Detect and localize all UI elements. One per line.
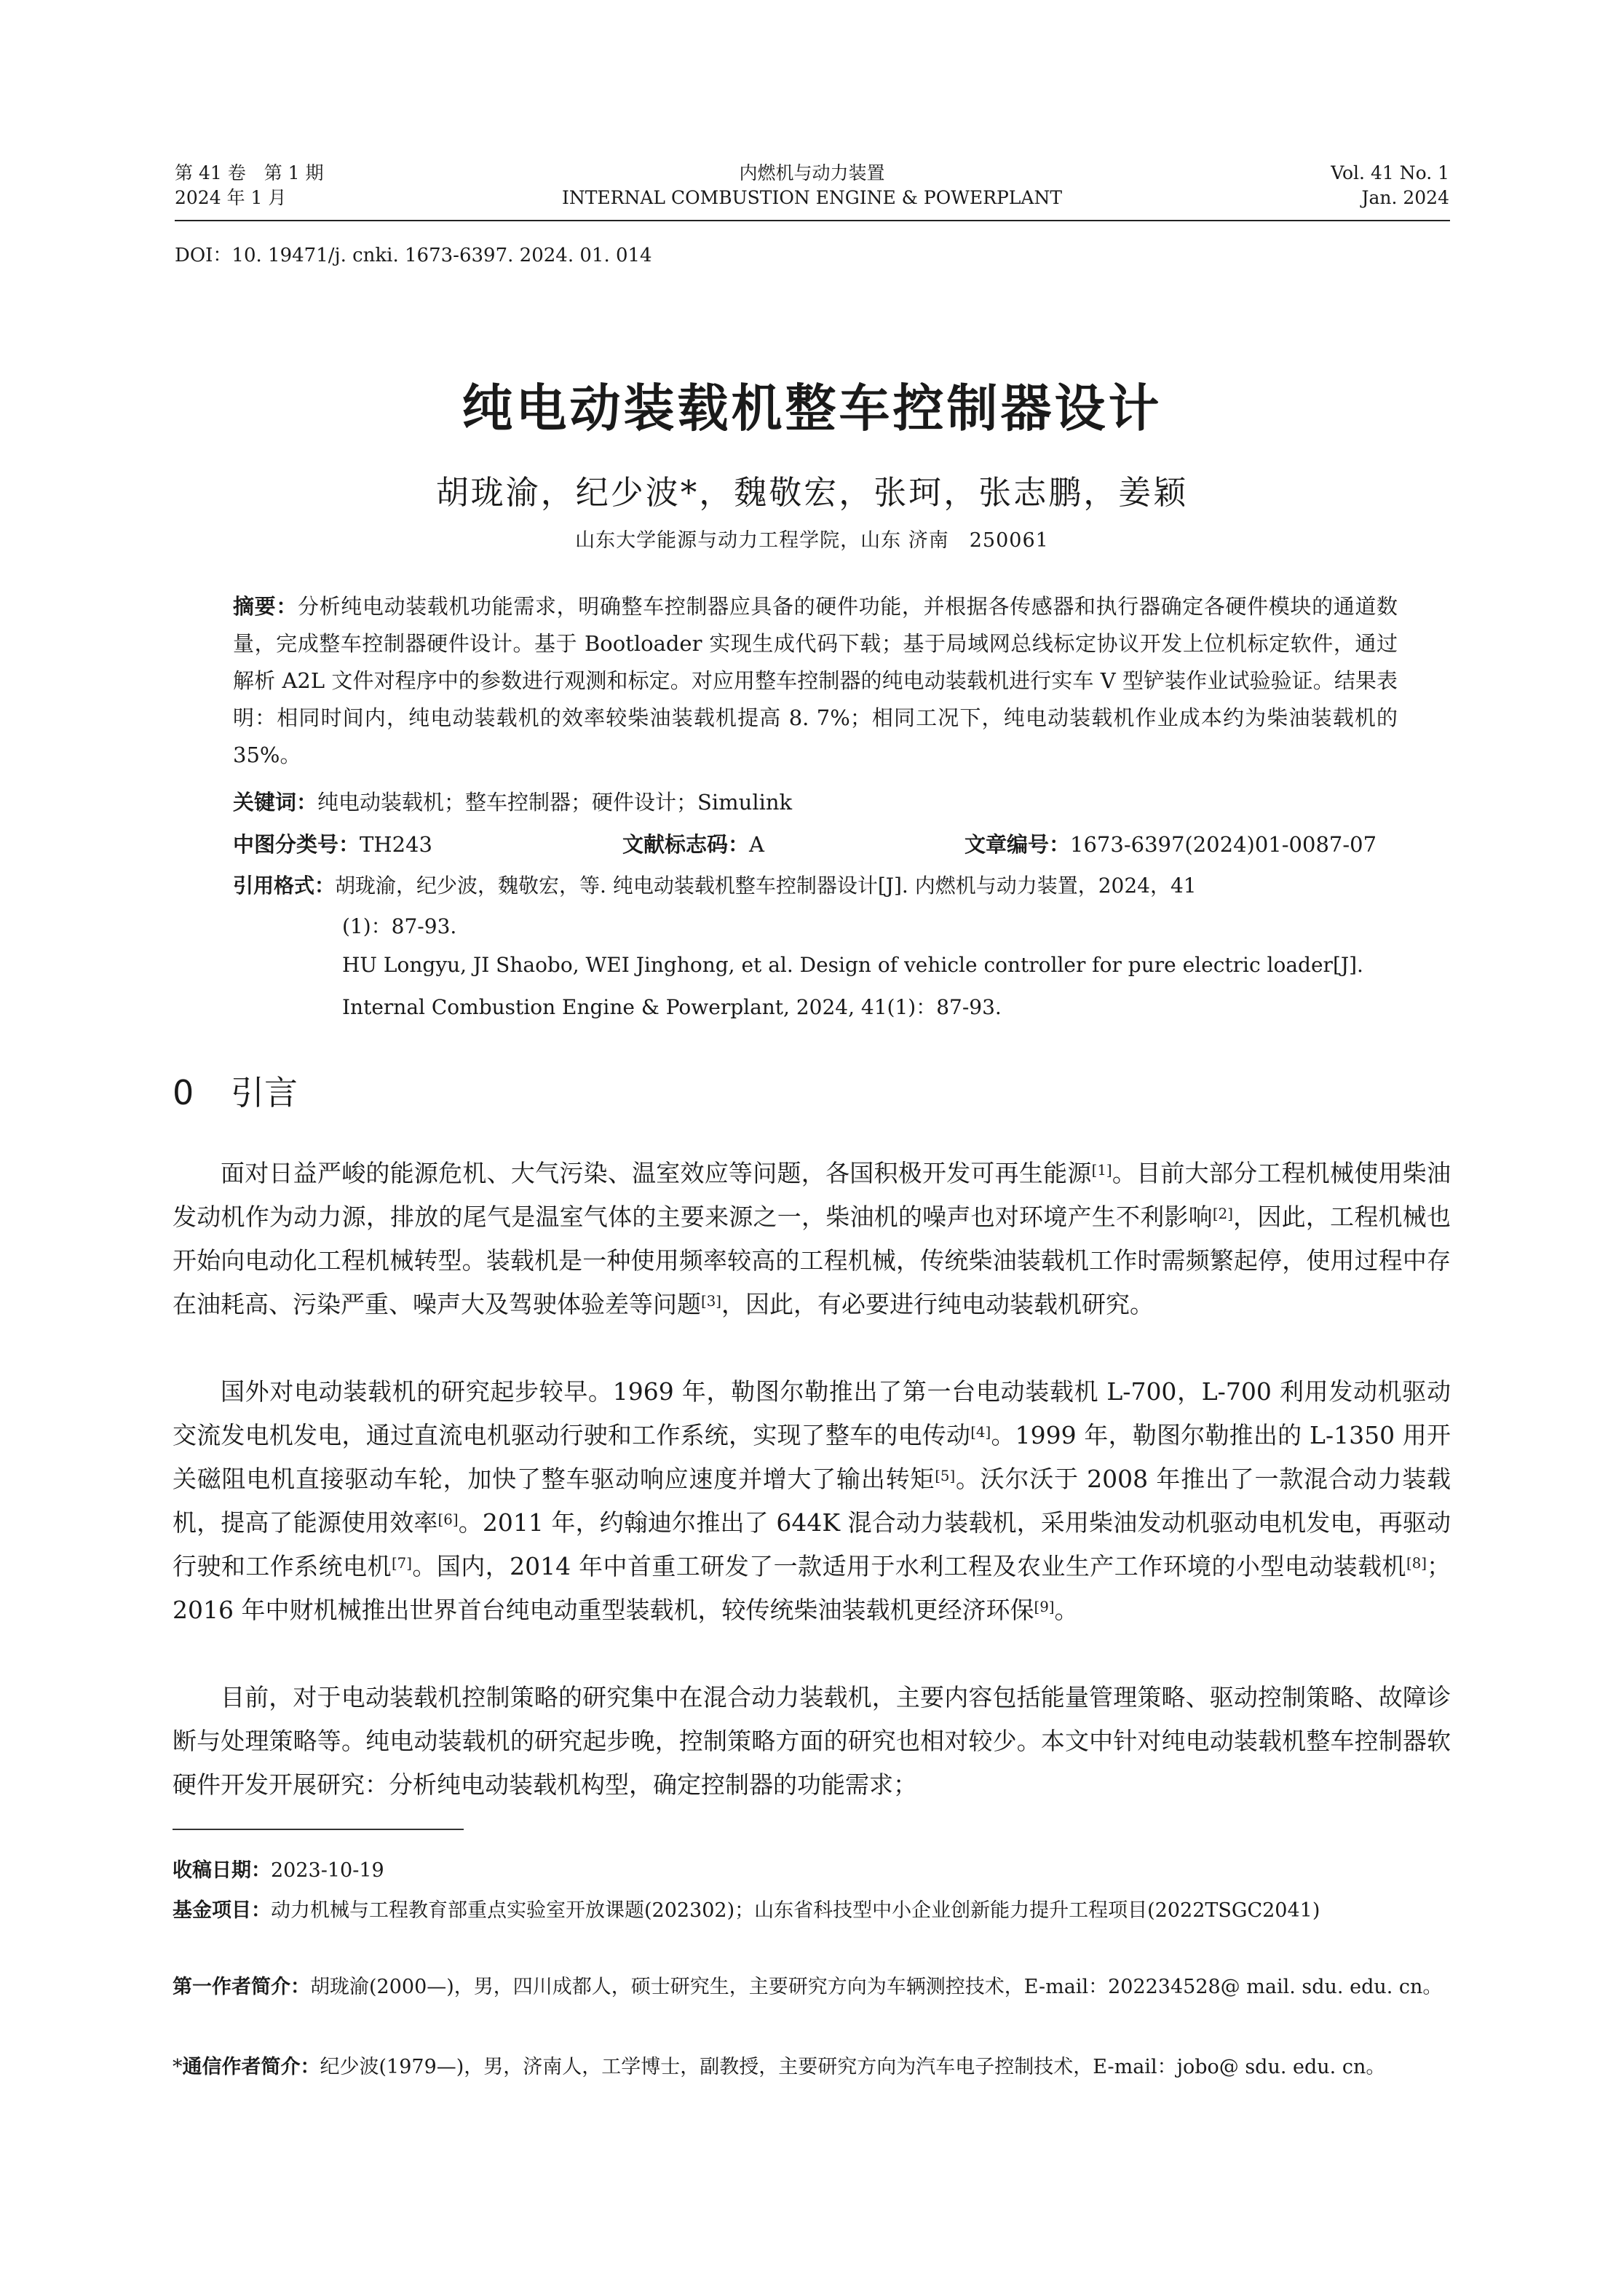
clc-label: 中图分类号： bbox=[233, 832, 360, 857]
doi: DOI：10. 19471/j. cnki. 1673-6397. 2024. 01. 014 bbox=[175, 245, 652, 266]
fund-value: 动力机械与工程教育部重点实验室开放课题(202302)；山东省科技型中小企业创新能力提升工程项目(2022TSGC2041) bbox=[271, 1899, 1320, 1922]
ref-2[interactable]: [2] bbox=[1212, 1206, 1233, 1222]
section-heading bbox=[173, 1066, 298, 1115]
header-rule bbox=[175, 220, 1450, 221]
citation-cn-text: 胡珑渝，纪少波，魏敬宏，等. 纯电动装载机整车控制器设计[J]. 内燃机与动力装置，2024，41 bbox=[335, 874, 1197, 898]
clc-number bbox=[233, 828, 432, 858]
doc-code-label: 文献标志码： bbox=[622, 832, 750, 857]
corresponding-value: 纪少波(1979—)，男，济南人，工学博士，副教授，主要研究方向为汽车电子控制技术，E-mail：jobo@ sdu. edu. cn。 bbox=[320, 2056, 1386, 2078]
received-label: 收稿日期： bbox=[173, 1859, 271, 1882]
ref-6[interactable]: [6] bbox=[437, 1511, 459, 1528]
first-author-value: 胡珑渝(2000—)，男，四川成都人，硕士研究生，主要研究方向为车辆测控技术，E-mail：202234528@ mail. sdu. edu. cn。 bbox=[310, 1976, 1443, 1998]
corresponding-mark: * bbox=[173, 2056, 183, 2078]
article-number-value: 1673-6397(2024)01-0087-07 bbox=[1070, 832, 1377, 857]
doc-code-value: A bbox=[749, 832, 764, 857]
footnote-fund bbox=[173, 1893, 1451, 1928]
citation-en-line2: Internal Combustion Engine & Powerplant, 2024, 41(1)：87-93. bbox=[342, 995, 1002, 1019]
journal-name-cn: 内燃机与动力装置 bbox=[739, 162, 885, 183]
paragraph-3: 目前，对于电动装载机控制策略的研究集中在混合动力装载机，主要内容包括能量管理策略、驱动控制策略、故障诊断与处理策略等。纯电动装载机的研究起步晚，控制策略方面的研究也相对较少。本文中针对纯电动装载机整车控制器软硬件开发开展研究：分析纯电动装载机构型，确定控制器的功能需求； bbox=[173, 1683, 1451, 1799]
ref-3[interactable]: [3] bbox=[701, 1293, 722, 1310]
keywords-text: 纯电动装载机；整车控制器；硬件设计；Simulink bbox=[317, 790, 793, 815]
document-code bbox=[622, 828, 764, 858]
keywords bbox=[233, 786, 792, 816]
abstract-label: 摘要： bbox=[233, 594, 298, 619]
journal-name-en: INTERNAL COMBUSTION ENGINE & POWERPLANT bbox=[562, 187, 1062, 208]
fund-label: 基金项目： bbox=[173, 1899, 271, 1922]
paragraph-2: 国外对电动装载机的研究起步较早。1969 年，勒图尔勒推出了第一台电动装载机 L-700，L-700 利用发动机驱动交流发电机发电，通过直流电机驱动行驶和工作系统，实现了整车的电传动[4]。1999 年，勒图尔勒推出的 L-1350 用开关磁阻电机直接驱动车轮，加快了整车驱动响应速度并增大了输出转矩[5]。沃尔沃于 2008 年推出了一款混合动力装载机，提高了能源使用效率[6]。2011 年，约翰迪尔推出了 644K 混合动力装载机，采用柴油发动机驱动电机发电，再驱动行驶和工作系统电机[7]。国内，2014 年中首重工研发了一款适用于水利工程及农业生产工作环境的小型电动装载机[8]；2016 年中财机械推出世界首台纯电动重型装载机，较传统柴油装载机更经济环保[9]。 bbox=[173, 1377, 1451, 1624]
paragraph-1: 面对日益严峻的能源危机、大气污染、温室效应等问题，各国积极开发可再生能源[1]。目前大部分工程机械使用柴油发动机作为动力源，排放的尾气是温室气体的主要来源之一，柴油机的噪声也对环境产生不利影响[2]，因此，工程机械也开始向电动化工程机械转型。装载机是一种使用频率较高的工程机械，传统柴油装载机工作时需频繁起停，使用过程中存在油耗高、污染严重、噪声大及驾驶体验差等问题[3]，因此，有必要进行纯电动装载机研究。 bbox=[173, 1159, 1451, 1318]
volume-en: Vol. 41 No. 1 bbox=[1331, 162, 1449, 183]
journal-volume-issue: 第 41 卷 第 1 期 bbox=[175, 162, 324, 183]
footnote-rule bbox=[173, 1829, 464, 1830]
article-number-label: 文章编号： bbox=[965, 832, 1071, 857]
journal-date: 2024 年 1 月 bbox=[175, 187, 287, 208]
ref-9[interactable]: [9] bbox=[1034, 1599, 1055, 1615]
citation-cn-line1 bbox=[233, 870, 1197, 899]
abstract bbox=[233, 588, 1398, 774]
footnote-received bbox=[173, 1853, 1451, 1888]
ref-5[interactable]: [5] bbox=[935, 1468, 956, 1484]
authors: 胡珑渝，纪少波*，魏敬宏，张珂，张志鹏，姜颖 bbox=[435, 473, 1189, 512]
ref-1[interactable]: [1] bbox=[1091, 1162, 1112, 1179]
ref-8[interactable]: [8] bbox=[1406, 1555, 1427, 1572]
ref-7[interactable]: [7] bbox=[391, 1555, 412, 1572]
date-en: Jan. 2024 bbox=[1361, 187, 1449, 208]
received-value: 2023-10-19 bbox=[271, 1859, 384, 1882]
citation-en-line1: HU Longyu, JI Shaobo, WEI Jinghong, et al. Design of vehicle controller for pure electric loader[J]. bbox=[342, 953, 1363, 977]
first-author-label: 第一作者简介： bbox=[173, 1976, 310, 1998]
footnote-first-author bbox=[173, 1969, 1451, 2005]
article-number bbox=[965, 828, 1377, 858]
citation-label: 引用格式： bbox=[233, 874, 336, 898]
keywords-label: 关键词： bbox=[233, 790, 318, 815]
section-title: 引言 bbox=[231, 1073, 298, 1112]
clc-value: TH243 bbox=[360, 832, 433, 857]
section-number: 0 bbox=[173, 1073, 194, 1112]
paper-title: 纯电动装载机整车控制器设计 bbox=[462, 379, 1162, 438]
abstract-text: 分析纯电动装载机功能需求，明确整车控制器应具备的硬件功能，并根据各传感器和执行器确定各硬件模块的通道数量，完成整车控制器硬件设计。基于 Bootloader 实现生成代码下载；基于局域网总线标定协议开发上位机标定软件，通过解析 A2L 文件对程序中的参数进行观测和标定。对应用整车控制器的纯电动装载机进行实车 V 型铲装作业试验验证。结果表明：相同时间内，纯电动装载机的效率较柴油装载机提高 8. 7%；相同工况下，纯电动装载机作业成本约为柴油装载机的 35%。 bbox=[233, 594, 1398, 767]
citation-cn-line2: (1)：87-93. bbox=[342, 914, 457, 938]
affiliation: 山东大学能源与动力工程学院，山东 济南 250061 bbox=[575, 529, 1049, 552]
footnote-corresponding-author bbox=[173, 2049, 1451, 2085]
corresponding-label: 通信作者简介： bbox=[182, 2056, 320, 2078]
ref-4[interactable]: [4] bbox=[970, 1424, 991, 1441]
